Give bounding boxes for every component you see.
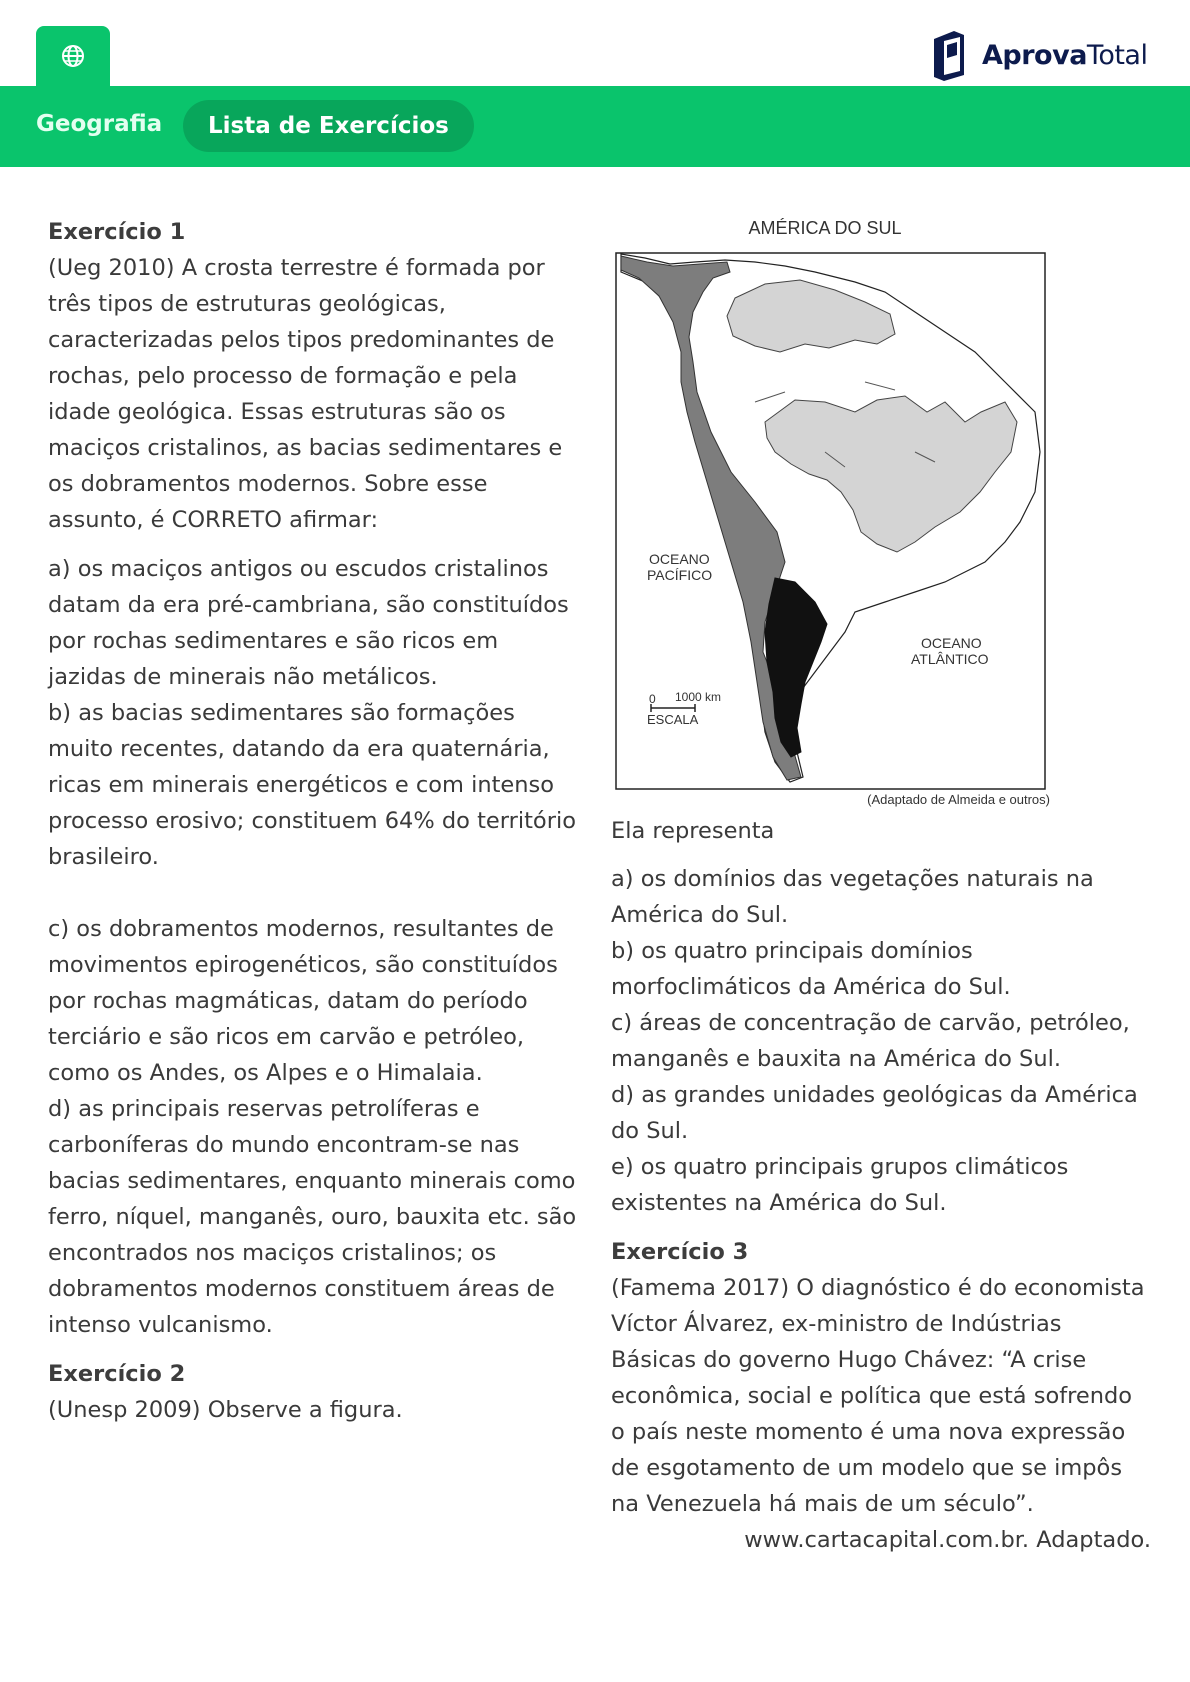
ex3-stem: (Famema 2017) O diagnóstico é do economista Víctor Álvarez, ex-ministro de Indústrias Básicas do governo Hugo Chávez: “A crise econômica, social e política que está sofrendo o país neste momento é uma nova expressão de esgotamento de um modelo que se impôs na Venezuela há mais de um século”. — [611, 1275, 1145, 1517]
ex2-option-e: e) os quatro principais grupos climáticos existentes na América do Sul. — [611, 1154, 1069, 1216]
ex1-option-a: a) os maciços antigos ou escudos cristalinos datam da era pré-cambriana, são constituídos por rochas sedimentares e são ricos em jazidas de minerais não metálicos. — [48, 556, 569, 690]
south-america-map — [612, 216, 1050, 813]
right-column — [611, 813, 1151, 1558]
map-image — [615, 252, 1047, 790]
ex2-lead: Ela representa — [611, 818, 775, 844]
scale-label: ESCALA — [647, 712, 699, 727]
globe-icon — [61, 44, 85, 68]
ex3-source: www.cartacapital.com.br. Adaptado. — [744, 1527, 1151, 1553]
ex1-option-b: b) as bacias sedimentares são formações muito recentes, datando da era quaternária, ricas em minerais energéticos e com intenso processo erosivo; constituem 64% do território brasileiro. — [48, 700, 576, 870]
ex1-option-d: d) as principais reservas petrolíferas e carboníferas do mundo encontram-se nas bacias sedimentares, enquanto minerais como ferro, níquel, manganês, ouro, bauxita etc. são encontrados nos maciços cristalinos; os dobramentos modernos constituem áreas de intenso vulcanismo. — [48, 1096, 577, 1338]
scale-km: 1000 km — [675, 690, 722, 704]
scale-zero: 0 — [649, 692, 656, 706]
pacific-label-1: OCEANO — [649, 551, 710, 567]
ex3-title: Exercício 3 — [611, 1239, 749, 1265]
pacific-label-2: PACÍFICO — [647, 567, 713, 583]
left-column — [48, 214, 583, 1428]
ex2-option-a: a) os domínios das vegetações naturais na América do Sul. — [611, 866, 1094, 928]
book-logo-icon — [930, 29, 968, 81]
ex2-option-b: b) os quatro principais domínios morfoclimáticos da América do Sul. — [611, 938, 1011, 1000]
atlantic-label-2: ATLÂNTICO — [911, 651, 989, 667]
header-bar — [0, 86, 1190, 167]
map-title: AMÉRICA DO SUL — [748, 218, 902, 238]
subject-label[interactable]: Geografia — [36, 111, 163, 137]
logo-wordmark: AprovaTotal — [982, 39, 1148, 71]
list-pill[interactable]: Lista de Exercícios — [183, 100, 474, 152]
atlantic-label-1: OCEANO — [921, 635, 982, 651]
aprova-total-logo[interactable] — [930, 28, 1147, 82]
ex1-option-c: c) os dobramentos modernos, resultantes de movimentos epirogenéticos, são constituídos por rochas magmáticas, datam do período terciário e são ricos em carvão e petróleo, como os Andes, os Alpes e o Himalaia. — [48, 916, 558, 1086]
globe-tab[interactable] — [36, 26, 110, 86]
ex2-stem: (Unesp 2009) Observe a figura. — [48, 1397, 403, 1423]
ex1-title: Exercício 1 — [48, 219, 186, 245]
ex2-option-d: d) as grandes unidades geológicas da América do Sul. — [611, 1082, 1138, 1144]
ex1-stem: (Ueg 2010) A crosta terrestre é formada por três tipos de estruturas geológicas, caracterizadas pelos tipos predominantes de rochas, pelo processo de formação e pela idade geológica. Essas estruturas são os maciços cristalinos, as bacias sedimentares e os dobramentos modernos. Sobre esse assunto, é CORRETO afirmar: — [48, 255, 563, 533]
ex2-option-c: c) áreas de concentração de carvão, petróleo, manganês e bauxita na América do Sul. — [611, 1010, 1130, 1072]
map-credit: (Adaptado de Almeida e outros) — [867, 792, 1050, 807]
ex2-title: Exercício 2 — [48, 1361, 186, 1387]
